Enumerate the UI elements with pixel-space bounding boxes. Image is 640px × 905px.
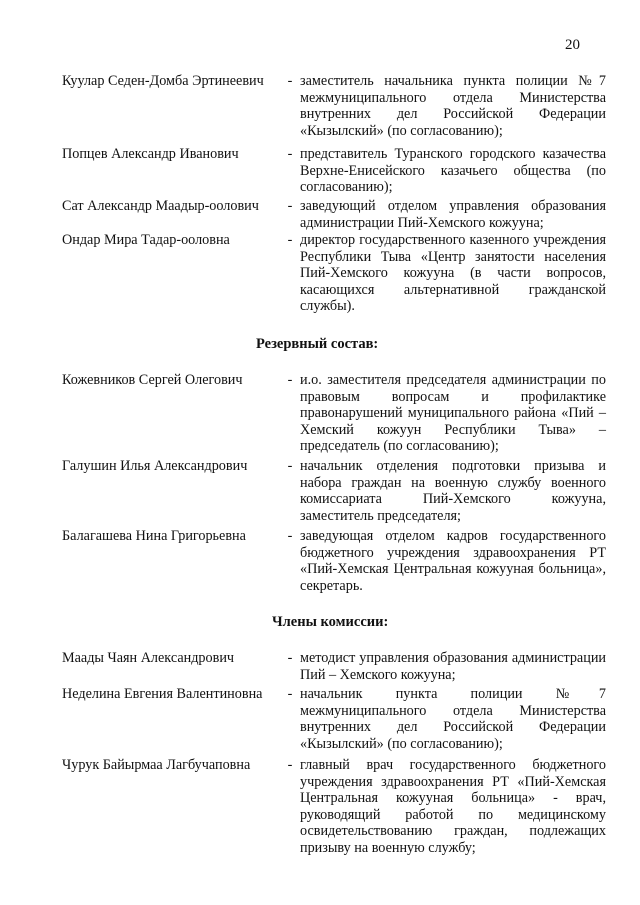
entry-name: Ондар Мира Тадар-ооловна <box>62 232 230 248</box>
entry-ondar <box>62 232 607 315</box>
entry-role: директор государственного казенного учреждения Республики Тыва «Центр занятости населения Пий-Хемского кожууна (в части вопросов, касающихся альтернативной гражданской службы). <box>300 232 606 315</box>
entry-role: начальник отделения подготовки призыва и набора граждан на военную службу военного комиссариата Пий-Хемского кожууна, заместитель председателя; <box>300 458 606 524</box>
page-number: 20 <box>565 37 580 53</box>
entry-name: Сат Александр Маадыр-оолович <box>62 198 259 214</box>
entry-name: Неделина Евгения Валентиновна <box>62 686 263 702</box>
entry-maady <box>62 650 607 683</box>
entry-kozhevnikov <box>62 372 607 455</box>
entry-dash: - <box>287 372 293 388</box>
entry-dash: - <box>287 146 293 162</box>
entry-dash: - <box>287 528 293 544</box>
entry-dash: - <box>287 757 293 773</box>
entry-name: Чурук Байырмаа Лагбучаповна <box>62 757 251 773</box>
entry-name: Куулар Седен-Домба Эртинеевич <box>62 73 264 89</box>
entry-dash: - <box>287 198 293 214</box>
members-heading: Члены комиссии: <box>272 614 389 630</box>
entry-role: представитель Туранского городского казачества Верхне-Енисейского казачьего общества (по согласованию); <box>300 146 606 196</box>
entry-role: и.о. заместителя председателя администрации по правовым вопросам и профилактике правонарушений муниципального района «Пий – Хемский кожуун Республики Тыва» – председатель (по согласованию); <box>300 372 606 455</box>
entry-dash: - <box>287 650 293 666</box>
entry-role: заместитель начальника пункта полиции №7 межмуниципального отдела Министерства внутренних дел Российской Федерации «Кызылский» (по согласованию); <box>300 73 606 139</box>
entry-nedelina <box>62 686 607 752</box>
entry-role: главный врач государственного бюджетного учреждения здравоохранения РТ «Пий-Хемская Центральная кожууная больница» - врач, руководящий работой по медицинскому освидетельствованию граждан, подлежащих призыву на военную службу; <box>300 757 606 856</box>
entry-name: Попцев Александр Иванович <box>62 146 239 162</box>
entry-name: Балагашева Нина Григорьевна <box>62 528 246 544</box>
entry-role: начальник пункта полиции №7 межмуниципального отдела Министерства внутренних дел Российской Федерации «Кызылский» (по согласованию); <box>300 686 606 752</box>
reserve-heading: Резервный состав: <box>256 336 379 352</box>
entry-role: заведующая отделом кадров государственного бюджетного учреждения здравоохранения РТ «Пий-Хемская Центральная кожууная больница», секретарь. <box>300 528 606 594</box>
entry-kuular <box>62 73 607 139</box>
entry-dash: - <box>287 686 293 702</box>
entry-name: Кожевников Сергей Олегович <box>62 372 243 388</box>
entry-galushin <box>62 458 607 524</box>
entry-role: заведующий отделом управления образования администрации Пий-Хемского кожууна; <box>300 198 606 231</box>
entry-name: Галушин Илья Александрович <box>62 458 248 474</box>
entry-role: методист управления образования администрации Пий – Хемского кожууна; <box>300 650 606 683</box>
entry-balagasheva <box>62 528 607 594</box>
entry-poptsev <box>62 146 607 196</box>
entry-sat <box>62 198 607 231</box>
entry-dash: - <box>287 458 293 474</box>
entry-dash: - <box>287 73 293 89</box>
entry-churuk <box>62 757 607 857</box>
entry-dash: - <box>287 232 293 248</box>
entry-name: Маады Чаян Александрович <box>62 650 235 666</box>
